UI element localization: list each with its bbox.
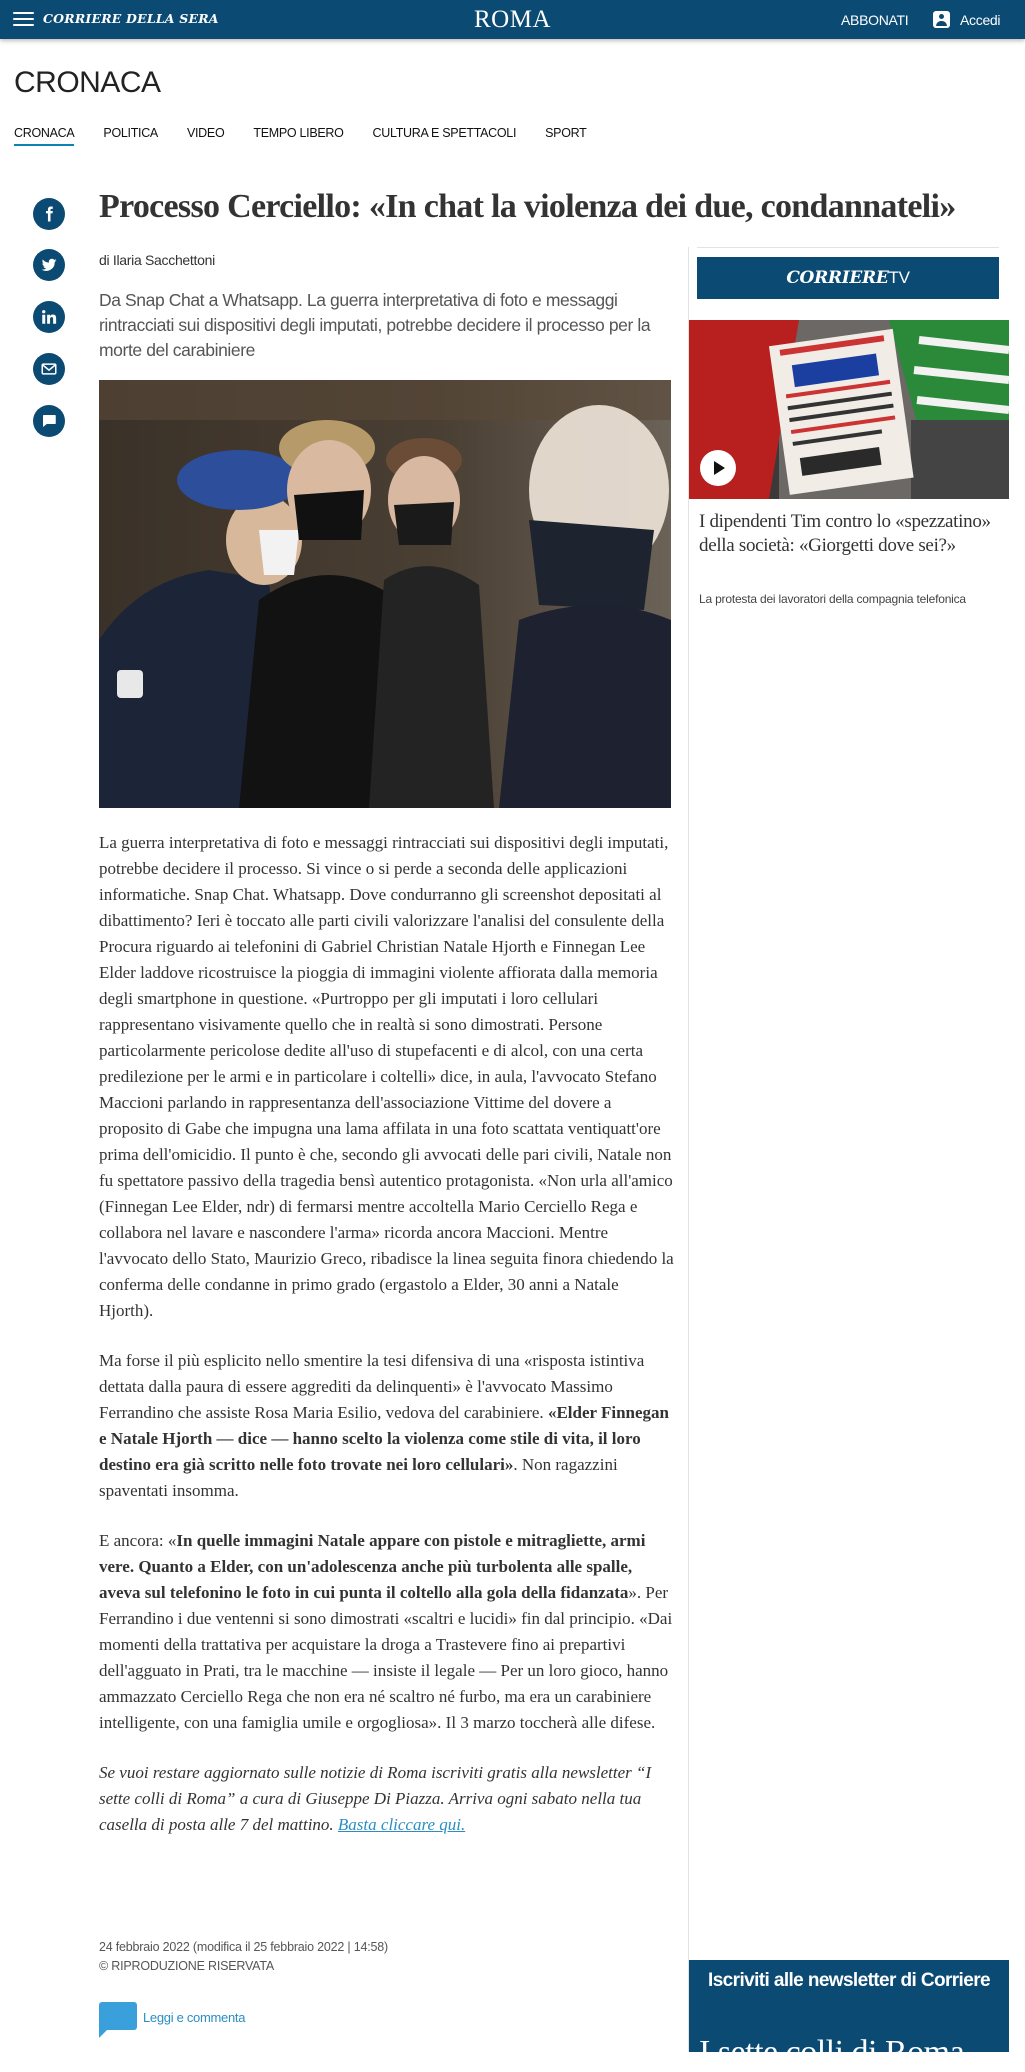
newsletter-note [99,1760,674,1838]
paragraph-1: La guerra interpretativa di foto e messaggi rintracciati sui dispositivi degli imputati, potrebbe decidere il processo. Si vince o si perde a seconda delle applicazioni informatiche. Snap Chat. Whatsapp. Dove condurranno gli screenshot depositati al dibattimento? Ieri è toccato alle parti civili valorizzare l'analisi del consulente della Procura riguardo ai telefonini di Gabriel Christian Natale Hjorth e Finnegan Lee Elder laddove ricostruisce la pioggia di immagini violente affiorata dalla memoria degli smartphone in questione. «Purtroppo per gli imputati i loro cellulari rappresentano visivamente quello che in realtà si sono dimostrati. Persone particolarmente pericolose dedite all'uso di stupefacenti e di alcol, con una certa predilezione per le armi e in particolare i coltelli» dice, in aula, l'avvocato Stefano Maccioni parlando in rappresentanza dell'associazione Vittime del dovere a proposito di Gabe che impugna una lama affilata in una foto scattata ventiquatt'ore prima dell'omicidio. Il punto è che, secondo gli avvocati delle pari civili, Natale non fu spettatore passivo della tragedia bensì autentico protagonista. «Non urla all'amico (Finnegan Lee Elder, ndr) di fermarsi mentre accoltella Mario Cerciello Rega e collabora nel lavare e nascondere l'arma» ricorda ancora Maccioni. Mentre l'avvocato dello Stato, Maurizio Greco, ribadisce la linea seguita finora chiedendo la conferma delle condanne in primo grado (ergastolo a Elder, 30 anni a Natale Hjorth). [99,833,674,1320]
nav-item-politica[interactable]: POLITICA [103,126,158,140]
nav-item-cultura-spettacoli[interactable]: CULTURA E SPETTACOLI [372,126,517,140]
facebook-icon [40,205,58,223]
share-chat-button[interactable] [33,405,65,437]
video-caption: La protesta dei lavoratori della compagnia telefonica [699,592,966,606]
section-title[interactable]: CRONACA [14,66,161,99]
paragraph-2-text: Ma forse il più esplicito nello smentire la tesi difensiva di una «risposta istintiva dettata dalla paura di essere aggrediti da delinquenti» è l'avvocato Massimo Ferrandino che assiste Rosa Maria Esilio, vedova del carabiniere. [99,1351,645,1422]
share-email-button[interactable] [33,353,65,385]
nav-item-cronaca[interactable]: CRONACA [14,126,74,146]
nav-item-sport[interactable]: SPORT [545,126,587,140]
comment-icon[interactable] [99,2002,137,2030]
newsletter-promo-subtitle: I sette colli di Roma [699,2034,965,2071]
newsletter-promo[interactable] [689,1960,1009,2071]
paragraph-3-tail: ». Per Ferrandino i due ventenni si sono dimostrati «scaltri e lucidi» fin dal principio. «Dai momenti della trattativa per acquistare la droga a Trastevere fino ai prepartivi dell'agguato in Prati, tra le macchine — insiste il legale — Per un loro gioco, hanno ammazzato Cerciello Rega che non era né scaltro né furbo, ma era un carabiniere intelligente, con una famiglia umile e orgogliosa». Il 3 marzo toccherà alle difese. [99,1583,673,1732]
nav-item-video[interactable]: VIDEO [186,126,225,140]
paragraph-2-tail: . Non ragazzini spaventati insomma. [99,1455,618,1500]
menu-icon[interactable] [13,12,34,27]
tv-suffix: TV [888,268,910,287]
login-link[interactable]: Accedi [960,12,1001,28]
nav-item-tempo-libero[interactable]: TEMPO LIBERO [253,126,344,140]
corriere-tv-banner[interactable] [697,257,999,299]
play-icon[interactable] [700,450,736,486]
section-nav [14,126,615,146]
newsletter-link[interactable]: Basta cliccare qui. [337,1815,466,1834]
subscribe-link[interactable]: ABBONATI [841,12,909,28]
top-bar [0,0,1025,39]
sidebar-divider [688,247,689,2052]
user-icon[interactable] [933,11,950,28]
paragraph-3 [99,1528,674,1736]
publish-date: 24 febbraio 2022 (modifica il 25 febbraio 2022 | 14:58) [99,1940,388,1954]
twitter-icon [40,256,58,274]
paragraph-2 [99,1348,674,1504]
article-headline: Processo Cerciello: «In chat la violenza dei due, condannateli» [99,188,956,225]
paragraph-3-quote: In quelle immagini Natale appare con pistole e mitragliette, armi vere. Quanto a Elder, con un'adolescenza anche più turbolenta alle spalle, aveva sul telefonino le foto in cui punta il coltello alla gola della fidanzata [99,1531,646,1602]
tv-brand: CORRIERE [786,268,889,288]
comments-link[interactable]: Leggi e commenta [143,2010,246,2025]
share-linkedin-button[interactable] [33,301,65,333]
paragraph-2-quote: «Elder Finnegan e Natale Hjorth — dice — hanno scelto la violenza come stile di vita, il loro destino era già scritto nelle foto trovate nei loro cellulari» [99,1403,670,1474]
city-title[interactable]: ROMA [473,6,551,33]
video-title[interactable]: I dipendenti Tim contro lo «spezzatino» della società: «Giorgetti dove sei?» [699,511,991,556]
email-icon [40,360,58,378]
paragraph-3-lead: E ancora: « [99,1531,177,1550]
brand-logo[interactable]: CORRIERE DELLA SERA [43,11,219,26]
share-facebook-button[interactable] [33,198,65,230]
newsletter-note-text: Se vuoi restare aggiornato sulle notizie di Roma iscriviti gratis alla newsletter “I sette colli di Roma” a cura di Giuseppe Di Piazza. Arriva ogni sabato nella tua casella di posta alle 7 del mattino. [99,1763,652,1834]
article-body [99,830,674,1862]
article-photo [99,380,671,808]
article-author[interactable]: di Ilaria Sacchettoni [99,252,215,268]
article-summary: Da Snap Chat a Whatsapp. La guerra interpretativa di foto e messaggi rintracciati sui dispositivi degli imputati, potrebbe decidere il processo per la morte del carabiniere [99,290,651,360]
video-thumbnail[interactable] [689,320,1009,499]
share-twitter-button[interactable] [33,249,65,281]
article-footer [99,1938,388,1976]
linkedin-icon [40,308,58,326]
sidebar-top-rule [697,247,999,248]
newsletter-promo-title: Iscriviti alle newsletter di Corriere [708,1970,990,1991]
chat-icon [40,412,58,430]
copyright: © RIPRODUZIONE RISERVATA [99,1959,275,1973]
